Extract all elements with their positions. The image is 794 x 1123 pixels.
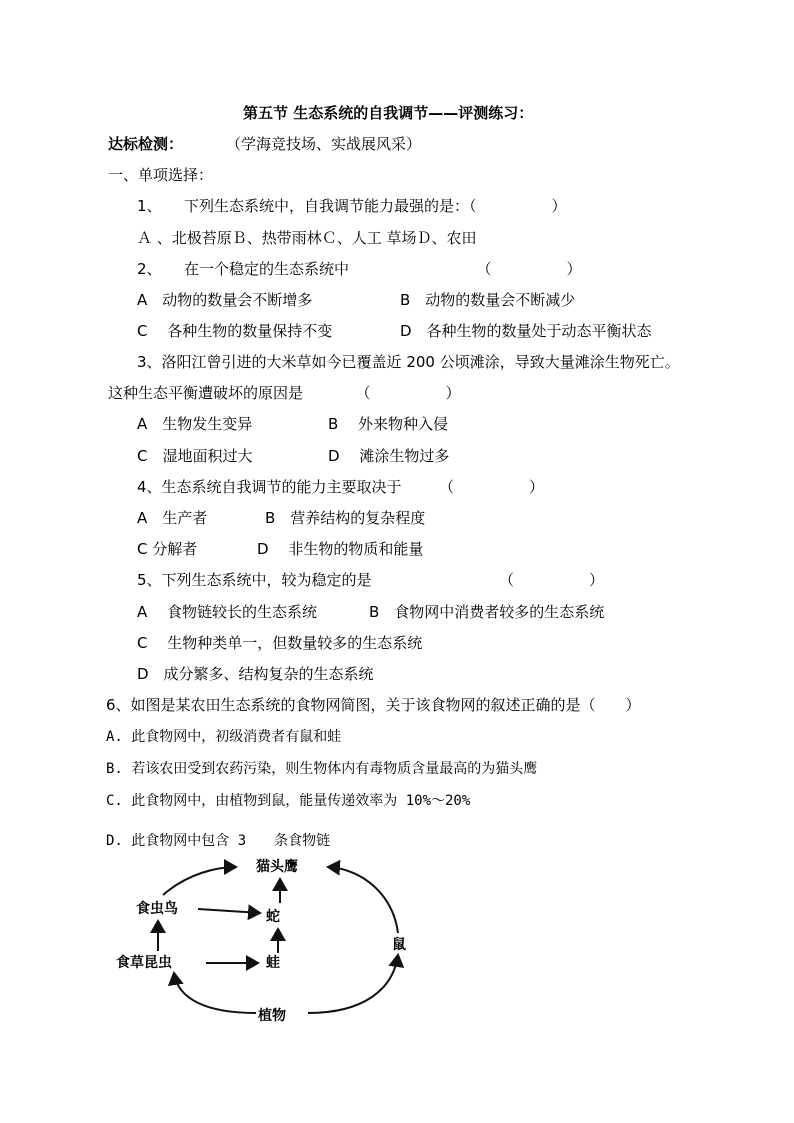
q2-option-a: A 动物的数量会不断增多 <box>137 291 313 309</box>
node-insect: 食草昆虫 <box>116 955 172 971</box>
q5-option-d: D 成分繁多、结构复杂的生态系统 <box>137 665 374 683</box>
q4-stem: 4、生态系统自我调节的能力主要取决于 （ ） <box>137 478 545 496</box>
arrow-bird-to-snake <box>198 909 260 913</box>
q3-option-c: C 湿地面积过大 <box>137 447 253 465</box>
node-frog: 蛙 <box>266 955 280 971</box>
q4-option-b: B 营养结构的复杂程度 <box>265 509 426 527</box>
q6-stem: 6、如图是某农田生态系统的食物网简图，关于该食物网的叙述正确的是（ ） <box>106 696 641 714</box>
q4-option-a: A 生产者 <box>137 509 208 527</box>
q6-option-b: B. 若该农田受到农药污染，则生物体内有毒物质含量最高的为猫头鹰 <box>106 761 538 777</box>
section-heading: 一、单项选择： <box>108 166 214 184</box>
q3-option-b: B 外来物种入侵 <box>328 415 449 433</box>
q3-stem-line1: 3、洛阳江曾引进的大米草如今已覆盖近 200 公顷滩涂，导致大量滩涂生物死亡。 <box>137 353 680 371</box>
node-plant: 植物 <box>258 1008 286 1024</box>
q3-option-a: A 生物发生变异 <box>137 415 253 433</box>
q2-option-c: C 各种生物的数量保持不变 <box>137 322 333 340</box>
q5-option-b: B 食物网中消费者较多的生态系统 <box>369 603 605 621</box>
q6-option-d: D. 此食物网中包含 3 条食物链 <box>106 833 331 849</box>
q6-option-c: C. 此食物网中，由植物到鼠，能量传递效率为 10%～20% <box>106 793 471 809</box>
arrow-mouse-to-owl <box>328 867 398 933</box>
q1-stem: 1、 下列生态系统中，自我调节能力最强的是：（ ） <box>137 197 567 215</box>
q6-option-a: A. 此食物网中，初级消费者有鼠和蛙 <box>106 729 342 745</box>
q2-stem: 2、 在一个稳定的生态系统中 （ ） <box>137 260 582 278</box>
node-owl: 猫头鹰 <box>256 859 298 875</box>
q4-option-d: D 非生物的物质和能量 <box>257 540 424 558</box>
q5-stem: 5、下列生态系统中，较为稳定的是 （ ） <box>137 571 605 589</box>
q3-option-d: D 滩涂生物过多 <box>328 447 450 465</box>
section-note: （学海竞技场、实战展风采） <box>226 135 422 153</box>
page-title: 第五节 生态系统的自我调节——评测练习： <box>243 104 534 122</box>
node-snake: 蛇 <box>266 909 280 925</box>
q2-option-b: B 动物的数量会不断减少 <box>400 291 576 309</box>
node-mouse: 鼠 <box>392 937 406 953</box>
q2-option-d: D 各种生物的数量处于动态平衡状态 <box>400 322 652 340</box>
q3-stem-line2: 这种生态平衡遭破坏的原因是 （ ） <box>108 384 461 402</box>
arrow-plant-to-mouse <box>308 955 398 1013</box>
section-label: 达标检测： <box>108 135 184 153</box>
arrow-bird-to-owl <box>163 867 236 895</box>
q5-option-a: A 食物链较长的生态系统 <box>137 603 318 621</box>
node-bird: 食虫鸟 <box>136 901 178 917</box>
arrow-plant-to-insect <box>174 973 256 1013</box>
q4-option-c: C 分解者 <box>137 540 198 558</box>
q5-option-c: C 生物种类单一，但数量较多的生态系统 <box>137 634 423 652</box>
q1-options: Ａ 、北极苔原Ｂ、热带雨林Ｃ、人工 草场Ｄ、农田 <box>137 229 477 247</box>
food-web-diagram <box>108 855 420 1025</box>
